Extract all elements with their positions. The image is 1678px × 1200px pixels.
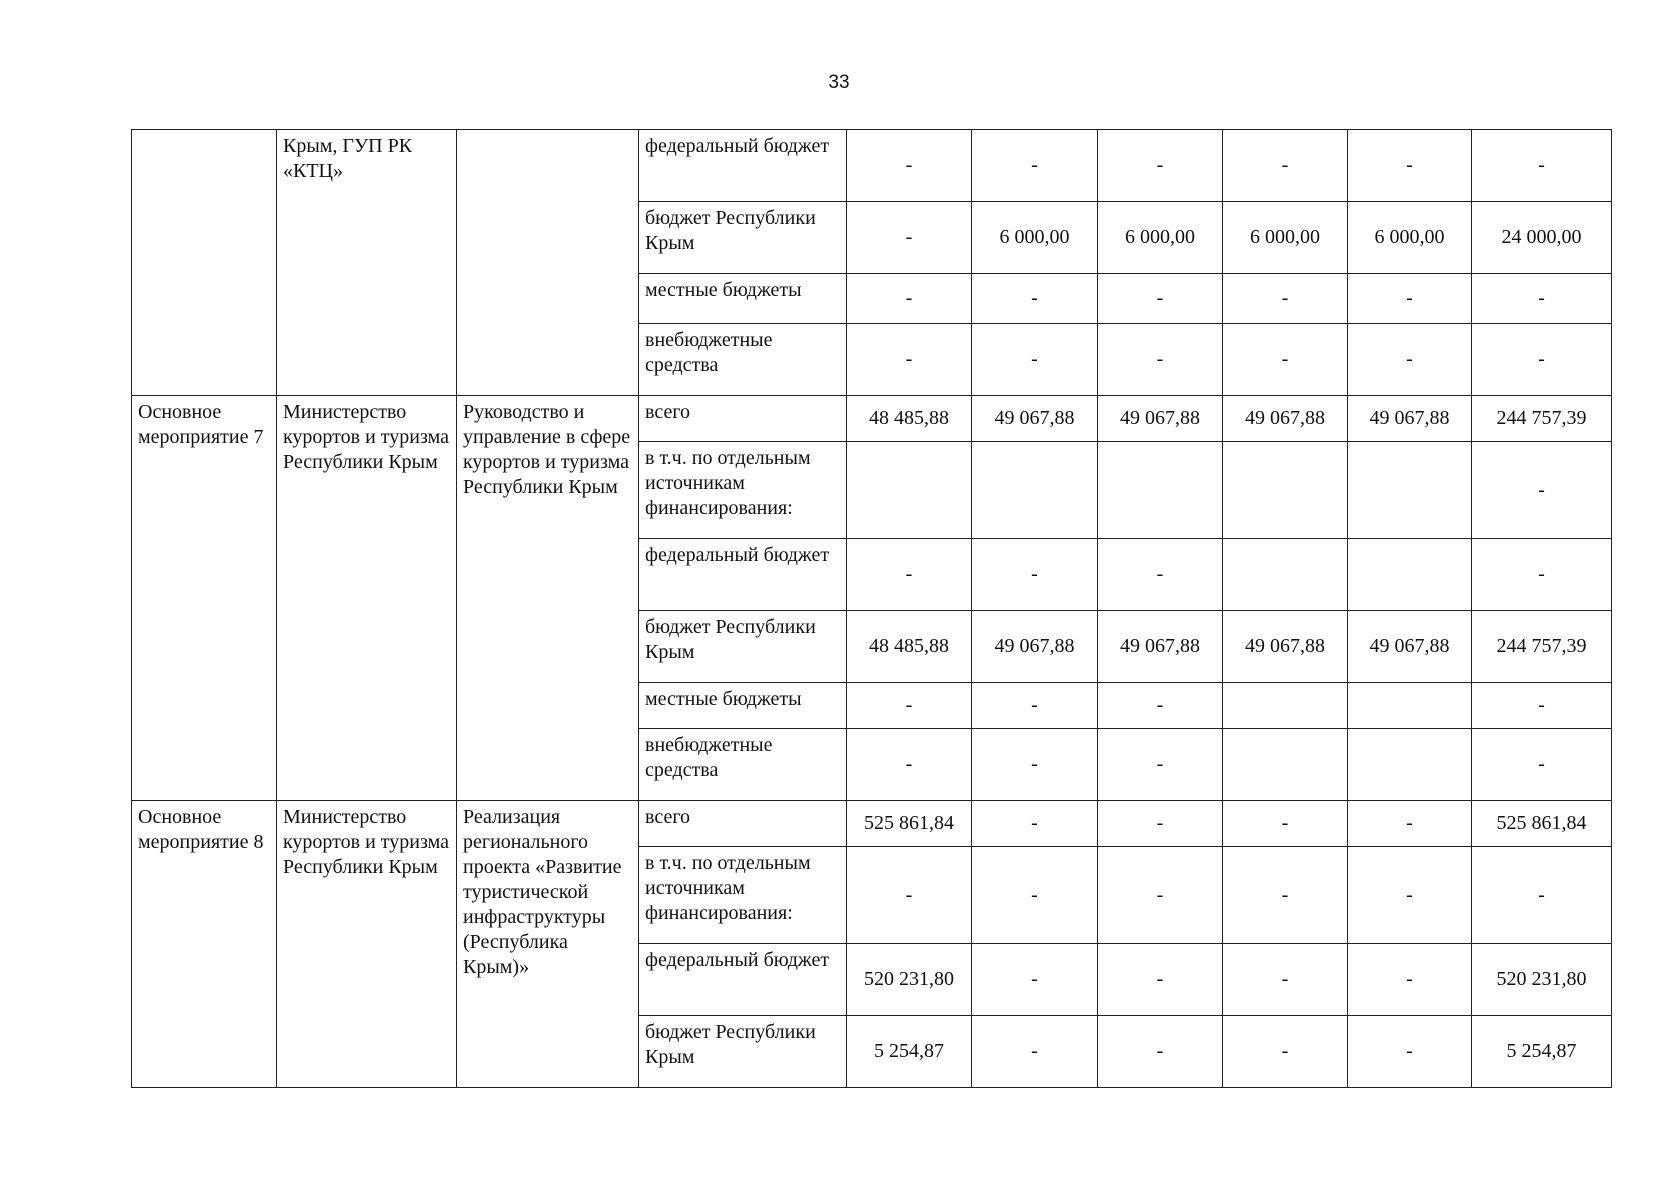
value-cell: 49 067,88	[1223, 396, 1348, 442]
value-cell: -	[1472, 729, 1612, 801]
value-cell: -	[1223, 801, 1348, 847]
value-cell: -	[847, 274, 972, 324]
funding-source-cell: внебюджетные средства	[639, 729, 847, 801]
funding-source-cell: в т.ч. по отдельным источникам финансирования:	[639, 847, 847, 944]
value-cell: -	[1472, 539, 1612, 611]
funding-source-cell: федеральный бюджет	[639, 130, 847, 202]
value-cell: -	[1223, 274, 1348, 324]
value-cell	[1223, 683, 1348, 729]
value-cell: 6 000,00	[1223, 202, 1348, 274]
value-cell: -	[1472, 130, 1612, 202]
value-cell: -	[847, 324, 972, 396]
value-cell: -	[1223, 1016, 1348, 1088]
executor-cell: Министерство курортов и туризма Республики Крым	[277, 396, 457, 801]
value-cell: 49 067,88	[1348, 611, 1472, 683]
value-cell: -	[1098, 324, 1223, 396]
value-cell: -	[1098, 729, 1223, 801]
value-cell: 6 000,00	[972, 202, 1098, 274]
value-cell: -	[1348, 944, 1472, 1016]
table-row	[132, 130, 1612, 202]
value-cell: -	[1223, 130, 1348, 202]
value-cell: -	[1472, 442, 1612, 539]
value-cell: 6 000,00	[1348, 202, 1472, 274]
value-cell: 49 067,88	[1223, 611, 1348, 683]
funding-source-cell: бюджет Республики Крым	[639, 202, 847, 274]
value-cell	[1098, 442, 1223, 539]
value-cell: -	[1223, 324, 1348, 396]
value-cell: 49 067,88	[972, 611, 1098, 683]
value-cell: 49 067,88	[1098, 396, 1223, 442]
value-cell: 244 757,39	[1472, 611, 1612, 683]
value-cell: -	[847, 202, 972, 274]
value-cell: 525 861,84	[847, 801, 972, 847]
value-cell: -	[972, 683, 1098, 729]
value-cell: -	[972, 324, 1098, 396]
funding-source-cell: местные бюджеты	[639, 683, 847, 729]
value-cell: -	[972, 1016, 1098, 1088]
value-cell: -	[1472, 847, 1612, 944]
value-cell: -	[1223, 944, 1348, 1016]
value-cell: -	[1348, 1016, 1472, 1088]
value-cell: 49 067,88	[1098, 611, 1223, 683]
value-cell: -	[1098, 274, 1223, 324]
value-cell: 525 861,84	[1472, 801, 1612, 847]
value-cell: 244 757,39	[1472, 396, 1612, 442]
value-cell: -	[1098, 683, 1223, 729]
value-cell	[1223, 729, 1348, 801]
value-cell: -	[972, 801, 1098, 847]
value-cell: -	[847, 729, 972, 801]
value-cell: -	[1098, 801, 1223, 847]
value-cell: -	[972, 274, 1098, 324]
funding-source-cell: местные бюджеты	[639, 274, 847, 324]
value-cell: -	[972, 539, 1098, 611]
value-cell: -	[1472, 274, 1612, 324]
value-cell: 49 067,88	[972, 396, 1098, 442]
value-cell	[1348, 683, 1472, 729]
funding-source-cell: внебюджетные средства	[639, 324, 847, 396]
value-cell: -	[1348, 324, 1472, 396]
funding-source-cell: бюджет Республики Крым	[639, 611, 847, 683]
table-body	[132, 130, 1612, 1088]
value-cell: 6 000,00	[1098, 202, 1223, 274]
value-cell: -	[847, 847, 972, 944]
value-cell: -	[1348, 801, 1472, 847]
value-cell: 5 254,87	[1472, 1016, 1612, 1088]
value-cell: -	[972, 847, 1098, 944]
value-cell: -	[847, 683, 972, 729]
value-cell: -	[1472, 683, 1612, 729]
value-cell: 48 485,88	[847, 396, 972, 442]
value-cell: -	[1348, 274, 1472, 324]
value-cell: 5 254,87	[847, 1016, 972, 1088]
value-cell: -	[1098, 130, 1223, 202]
value-cell: -	[972, 944, 1098, 1016]
funding-source-cell: федеральный бюджет	[639, 539, 847, 611]
funding-source-cell: бюджет Республики Крым	[639, 1016, 847, 1088]
value-cell	[1348, 729, 1472, 801]
funding-source-cell: в т.ч. по отдельным источникам финансирования:	[639, 442, 847, 539]
table-row	[132, 396, 1612, 442]
value-cell: 48 485,88	[847, 611, 972, 683]
value-cell: -	[847, 539, 972, 611]
page-number: 33	[828, 72, 850, 93]
value-cell: -	[1348, 130, 1472, 202]
value-cell: -	[1098, 944, 1223, 1016]
name-cell	[457, 130, 639, 396]
name-cell: Реализация регионального проекта «Развитие туристической инфраструктуры (Республика Крым)»	[457, 801, 639, 1088]
value-cell: -	[1348, 847, 1472, 944]
funding-source-cell: федеральный бюджет	[639, 944, 847, 1016]
value-cell: -	[847, 130, 972, 202]
value-cell: 520 231,80	[1472, 944, 1612, 1016]
value-cell	[1223, 539, 1348, 611]
name-cell: Руководство и управление в сфере курортов и туризма Республики Крым	[457, 396, 639, 801]
table-row	[132, 801, 1612, 847]
value-cell: 49 067,88	[1348, 396, 1472, 442]
value-cell: -	[1223, 847, 1348, 944]
value-cell	[1348, 539, 1472, 611]
value-cell	[972, 442, 1098, 539]
value-cell: -	[972, 729, 1098, 801]
value-cell: -	[1098, 539, 1223, 611]
value-cell: 520 231,80	[847, 944, 972, 1016]
value-cell: -	[1098, 1016, 1223, 1088]
value-cell: -	[972, 130, 1098, 202]
value-cell: 24 000,00	[1472, 202, 1612, 274]
value-cell	[847, 442, 972, 539]
executor-cell: Крым, ГУП РК «КТЦ»	[277, 130, 457, 396]
event-cell	[132, 130, 277, 396]
value-cell: -	[1472, 324, 1612, 396]
funding-source-cell: всего	[639, 396, 847, 442]
budget-table	[131, 129, 1612, 1088]
event-cell: Основное мероприятие 8	[132, 801, 277, 1088]
event-cell: Основное мероприятие 7	[132, 396, 277, 801]
executor-cell: Министерство курортов и туризма Республики Крым	[277, 801, 457, 1088]
value-cell: -	[1098, 847, 1223, 944]
value-cell	[1223, 442, 1348, 539]
value-cell	[1348, 442, 1472, 539]
funding-source-cell: всего	[639, 801, 847, 847]
